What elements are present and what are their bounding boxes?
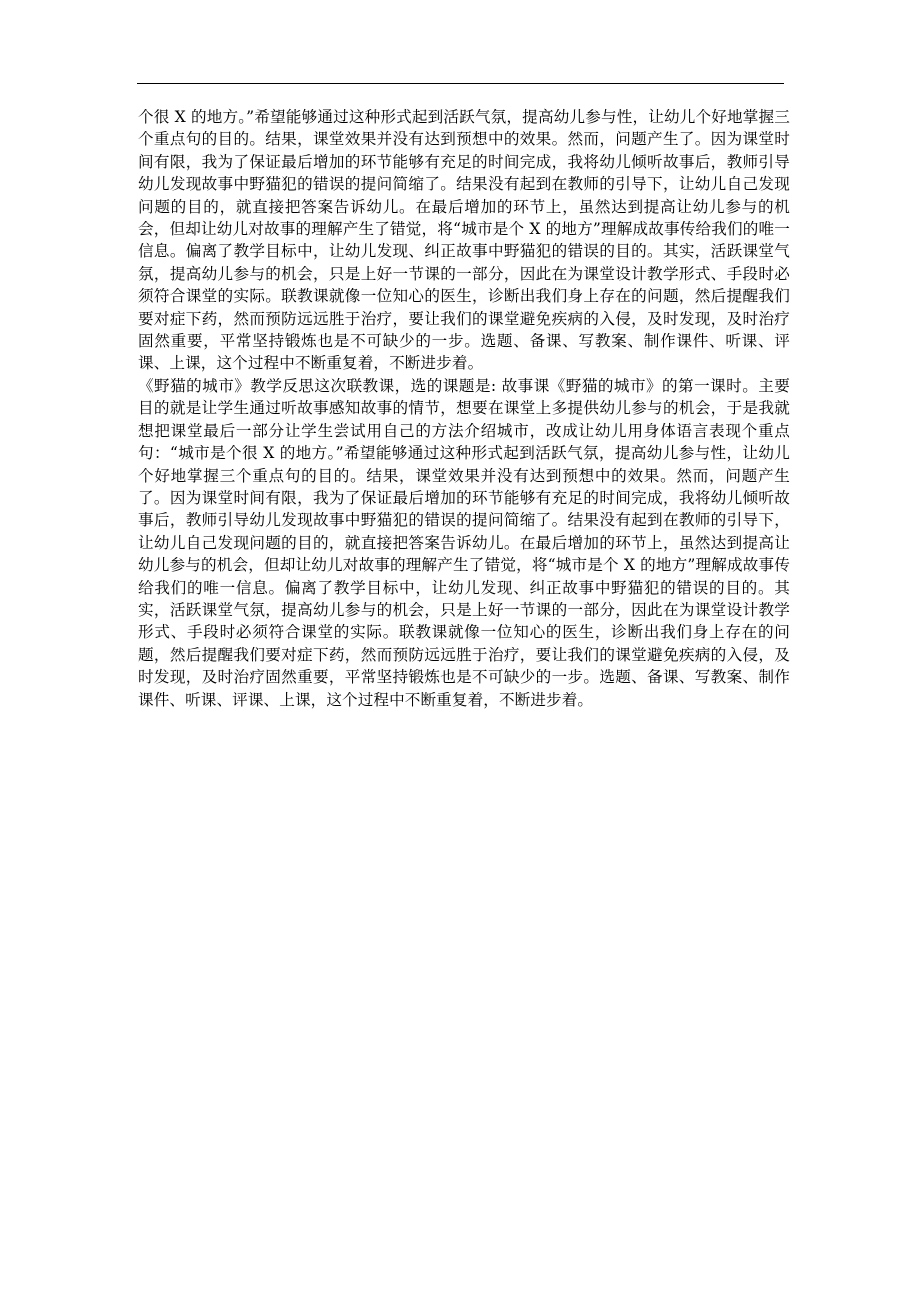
document-body xyxy=(138,106,790,711)
header-rule xyxy=(137,83,784,84)
paragraph-1: 个很 X 的地方。”希望能够通过这种形式起到活跃气氛，提高幼儿参与性，让幼儿个好地掌握三个重点句的目的。结果，课堂效果并没有达到预想中的效果。然而，问题产生了。因为课堂时间有限，我为了保证最后增加的环节能够有充足的时间完成，我将幼儿倾听故事后，教师引导幼儿发现故事中野猫犯的错误的提问简缩了。结果没有起到在教师的引导下，让幼儿自己发现问题的目的，就直接把答案告诉幼儿。在最后增加的环节上，虽然达到提高让幼儿参与的机会，但却让幼儿对故事的理解产生了错觉，将“城市是个 X 的地方”理解成故事传给我们的唯一信息。偏离了教学目标中，让幼儿发现、纠正故事中野猫犯的错误的目的。其实，活跃课堂气氛，提高幼儿参与的机会，只是上好一节课的一部分，因此在为课堂设计教学形式、手段时必须符合课堂的实际。联教课就像一位知心的医生，诊断出我们身上存在的问题，然后提醒我们要对症下药，然而预防远远胜于治疗，要让我们的课堂避免疾病的入侵，及时发现，及时治疗固然重要，平常坚持锻炼也是不可缺少的一步。选题、备课、写教案、制作课件、听课、评课、上课，这个过程中不断重复着，不断进步着。 xyxy=(138,108,790,373)
paragraph-2: 《野猫的城市》教学反思这次联教课，选的课题是: 故事课《野猫的城市》的第一课时。主要目的就是让学生通过听故事感知故事的情节，想要在课堂上多提供幼儿参与的机会，于是我就想把课堂最后一部分让学生尝试用自己的方法介绍城市，改成让幼儿用身体语言表现个重点句：“城市是个很 X 的地方。”希望能够通过这种形式起到活跃气氛，提高幼儿参与性，让幼儿个好地掌握三个重点句的目的。结果，课堂效果并没有达到预想中的效果。然而，问题产生了。因为课堂时间有限，我为了保证最后增加的环节能够有充足的时间完成，我将幼儿倾听故事后，教师引导幼儿发现故事中野猫犯的错误的提问简缩了。结果没有起到在教师的引导下，让幼儿自己发现问题的目的，就直接把答案告诉幼儿。在最后增加的环节上，虽然达到提高让幼儿参与的机会，但却让幼儿对故事的理解产生了错觉，将“城市是个 X 的地方”理解成故事传给我们的唯一信息。偏离了教学目标中，让幼儿发现、纠正故事中野猫犯的错误的目的。其实，活跃课堂气氛，提高幼儿参与的机会，只是上好一节课的一部分，因此在为课堂设计教学形式、手段时必须符合课堂的实际。联教课就像一位知心的医生，诊断出我们身上存在的问题，然后提醒我们要对症下药，然而预防远远胜于治疗，要让我们的课堂避免疾病的入侵，及时发现，及时治疗固然重要，平常坚持锻炼也是不可缺少的一步。选题、备课、写教案、制作课件、听课、评课、上课，这个过程中不断重复着，不断进步着。 xyxy=(138,376,790,709)
